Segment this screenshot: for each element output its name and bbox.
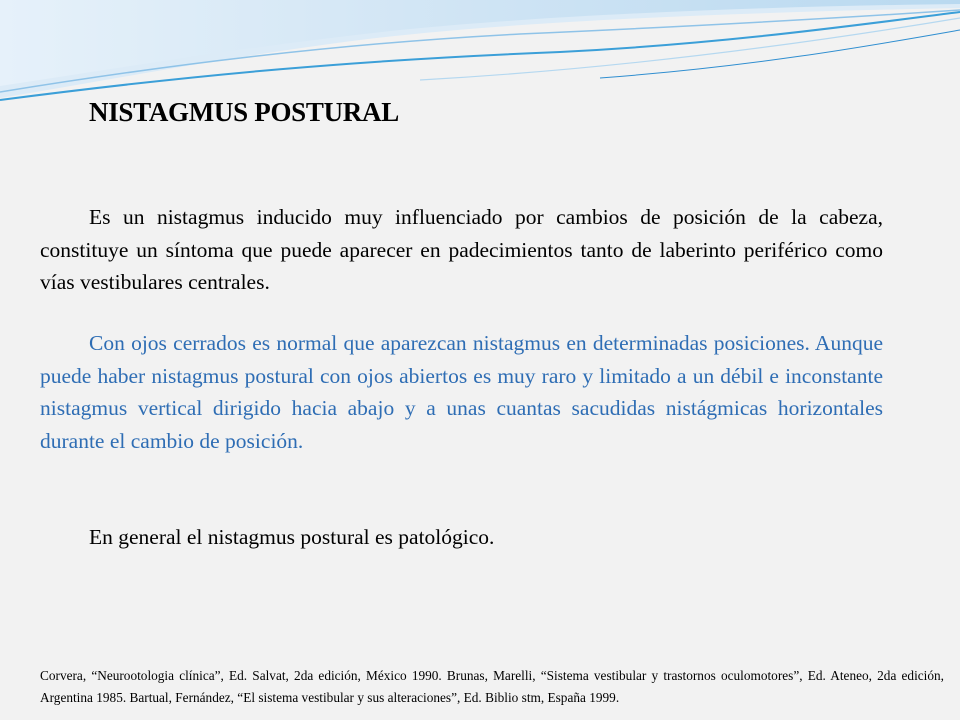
paragraph-closed-eyes: Con ojos cerrados es normal que aparezcan nistagmus en determinadas posiciones. Aunque puede haber nistagmus postural con ojos abiertos es muy raro y limitado a un débil e inconstante nistagmus vertical dirigido hacia abajo y a unas cuantas sacudidas nistágmicas horizontales durante el cambio de posición. xyxy=(40,331,883,453)
paragraph-definition: Es un nistagmus inducido muy influenciado por cambios de posición de la cabeza, constituye un síntoma que puede aparecer en padecimientos tanto de laberinto periférico como vías vestibulares centrales. xyxy=(40,205,883,294)
slide-title: NISTAGMUS POSTURAL xyxy=(89,97,399,127)
paragraph-conclusion: En general el nistagmus postural es patológico. xyxy=(89,525,495,549)
references-citation: Corvera, “Neurootologia clínica”, Ed. Salvat, 2da edición, México 1990. Brunas, Marelli, “Sistema vestibular y trastornos oculomotores”, Ed. Ateneo, 2da edición, Argentina 1985. Bartual, Fernández, “El sistema vestibular y sus alteraciones”, Ed. Biblio stm, España 1999. xyxy=(40,668,944,705)
header-wave-decoration xyxy=(0,0,960,110)
